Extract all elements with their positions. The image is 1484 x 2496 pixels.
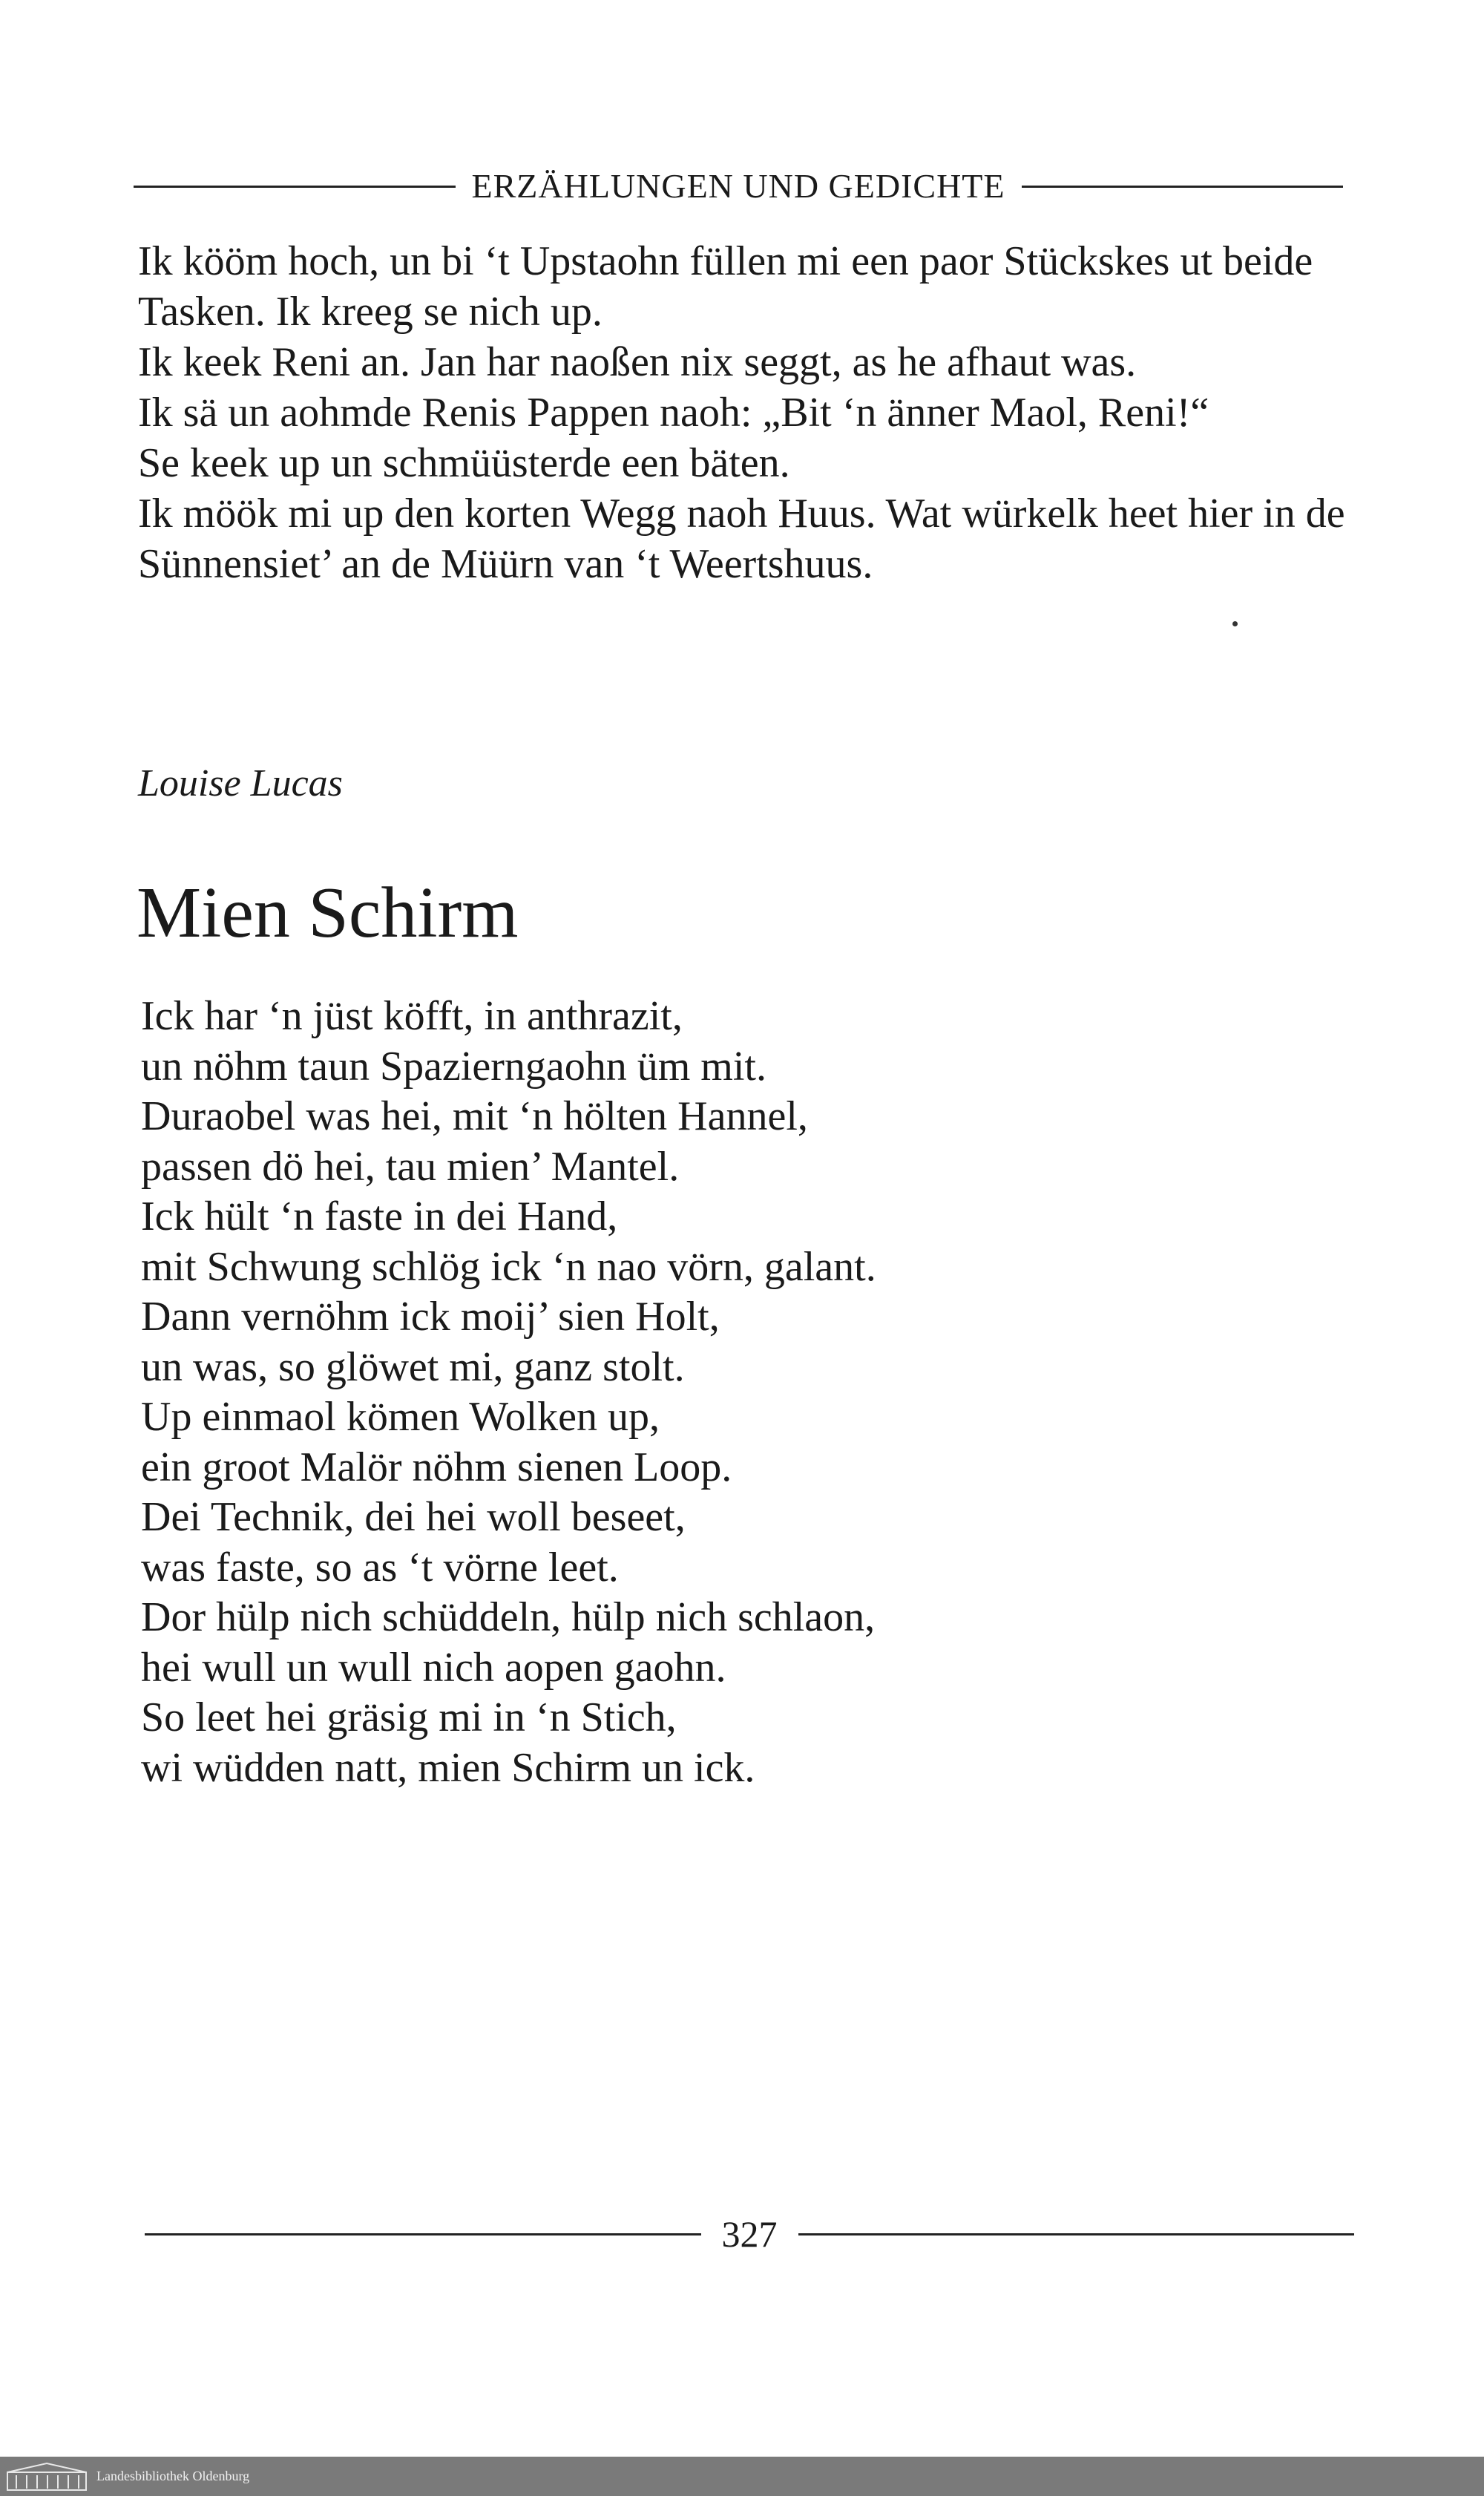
poem-line: un nöhm taun Spazierngaohn üm mit.	[141, 1043, 766, 1090]
poem-line: passen dö hei, tau mien’ Mantel.	[141, 1143, 680, 1190]
poem-line: Dann vernöhm ick moij’ sien Holt,	[141, 1294, 720, 1340]
running-header	[134, 169, 1343, 203]
poem-line: Dor hülp nich schüddeln, hülp nich schlaon,	[141, 1594, 876, 1640]
library-name: Landesbibliothek Oldenburg	[96, 2469, 250, 2483]
header-rule-left	[134, 186, 456, 188]
poem-line: hei wull un wull nich aopen gaohn.	[141, 1644, 726, 1691]
prose-text	[138, 236, 1355, 589]
prose-paragraph: Se keek up un schmüüsterde een bäten.	[138, 440, 790, 486]
poem-line: Up einmaol kömen Wolken up,	[141, 1394, 660, 1440]
prose-paragraph: Ik keek Reni an. Jan har naoßen nix seggt, as he afhaut was.	[138, 339, 1137, 385]
poem-line: mit Schwung schlög ick ‘n nao vörn, galant.	[141, 1243, 876, 1290]
prose-paragraph: Ik kööm hoch, un bi ‘t Upstaohn füllen mi een paor Stückskes ut beide Tasken. Ik kreeg se nich up.	[138, 238, 1313, 335]
prose-paragraph: Ik sä un aohmde Renis Pappen naoh: „Bit ‘n änner Maol, Reni!“	[138, 390, 1209, 436]
library-watermark-bar	[0, 2457, 1484, 2496]
poem-line: ein groot Malör nöhm sienen Loop.	[141, 1444, 732, 1490]
running-title: ERZÄHLUNGEN UND GEDICHTE	[471, 167, 1005, 205]
poem-line: So leet hei gräsig mi in ‘n Stich,	[141, 1694, 677, 1740]
poem-author: Louise Lucas	[138, 762, 343, 805]
poem-line: Ick har ‘n jüst köfft, in anthrazit,	[141, 993, 683, 1039]
poem-line: un was, so glöwet mi, ganz stolt.	[141, 1343, 685, 1390]
page-footer	[145, 2215, 1354, 2253]
poem-title: Mien Schirm	[137, 873, 519, 953]
poem-line: wi wüdden natt, mien Schirm un ick.	[141, 1744, 755, 1791]
footer-rule-left	[145, 2233, 701, 2235]
poem-line: was faste, so as ‘t vörne leet.	[141, 1544, 619, 1591]
poem-line: Duraobel was hei, mit ‘n hölten Hannel,	[141, 1093, 808, 1139]
poem-body	[141, 992, 876, 1793]
prose-paragraph: Ik möök mi up den korten Wegg naoh Huus. Wat würkelk heet hier in de Sünnensiet’ an de Müürn van ‘t Weertshuus.	[138, 491, 1345, 587]
poem-line: Dei Technik, dei hei woll beseet,	[141, 1494, 686, 1540]
header-rule-right	[1022, 186, 1344, 188]
stray-dot-mark	[1232, 621, 1238, 626]
footer-rule-right	[798, 2233, 1355, 2235]
page-number: 327	[721, 2213, 778, 2255]
poem-line: Ick hült ‘n faste in dei Hand,	[141, 1193, 618, 1239]
library-building-icon	[6, 2462, 88, 2492]
